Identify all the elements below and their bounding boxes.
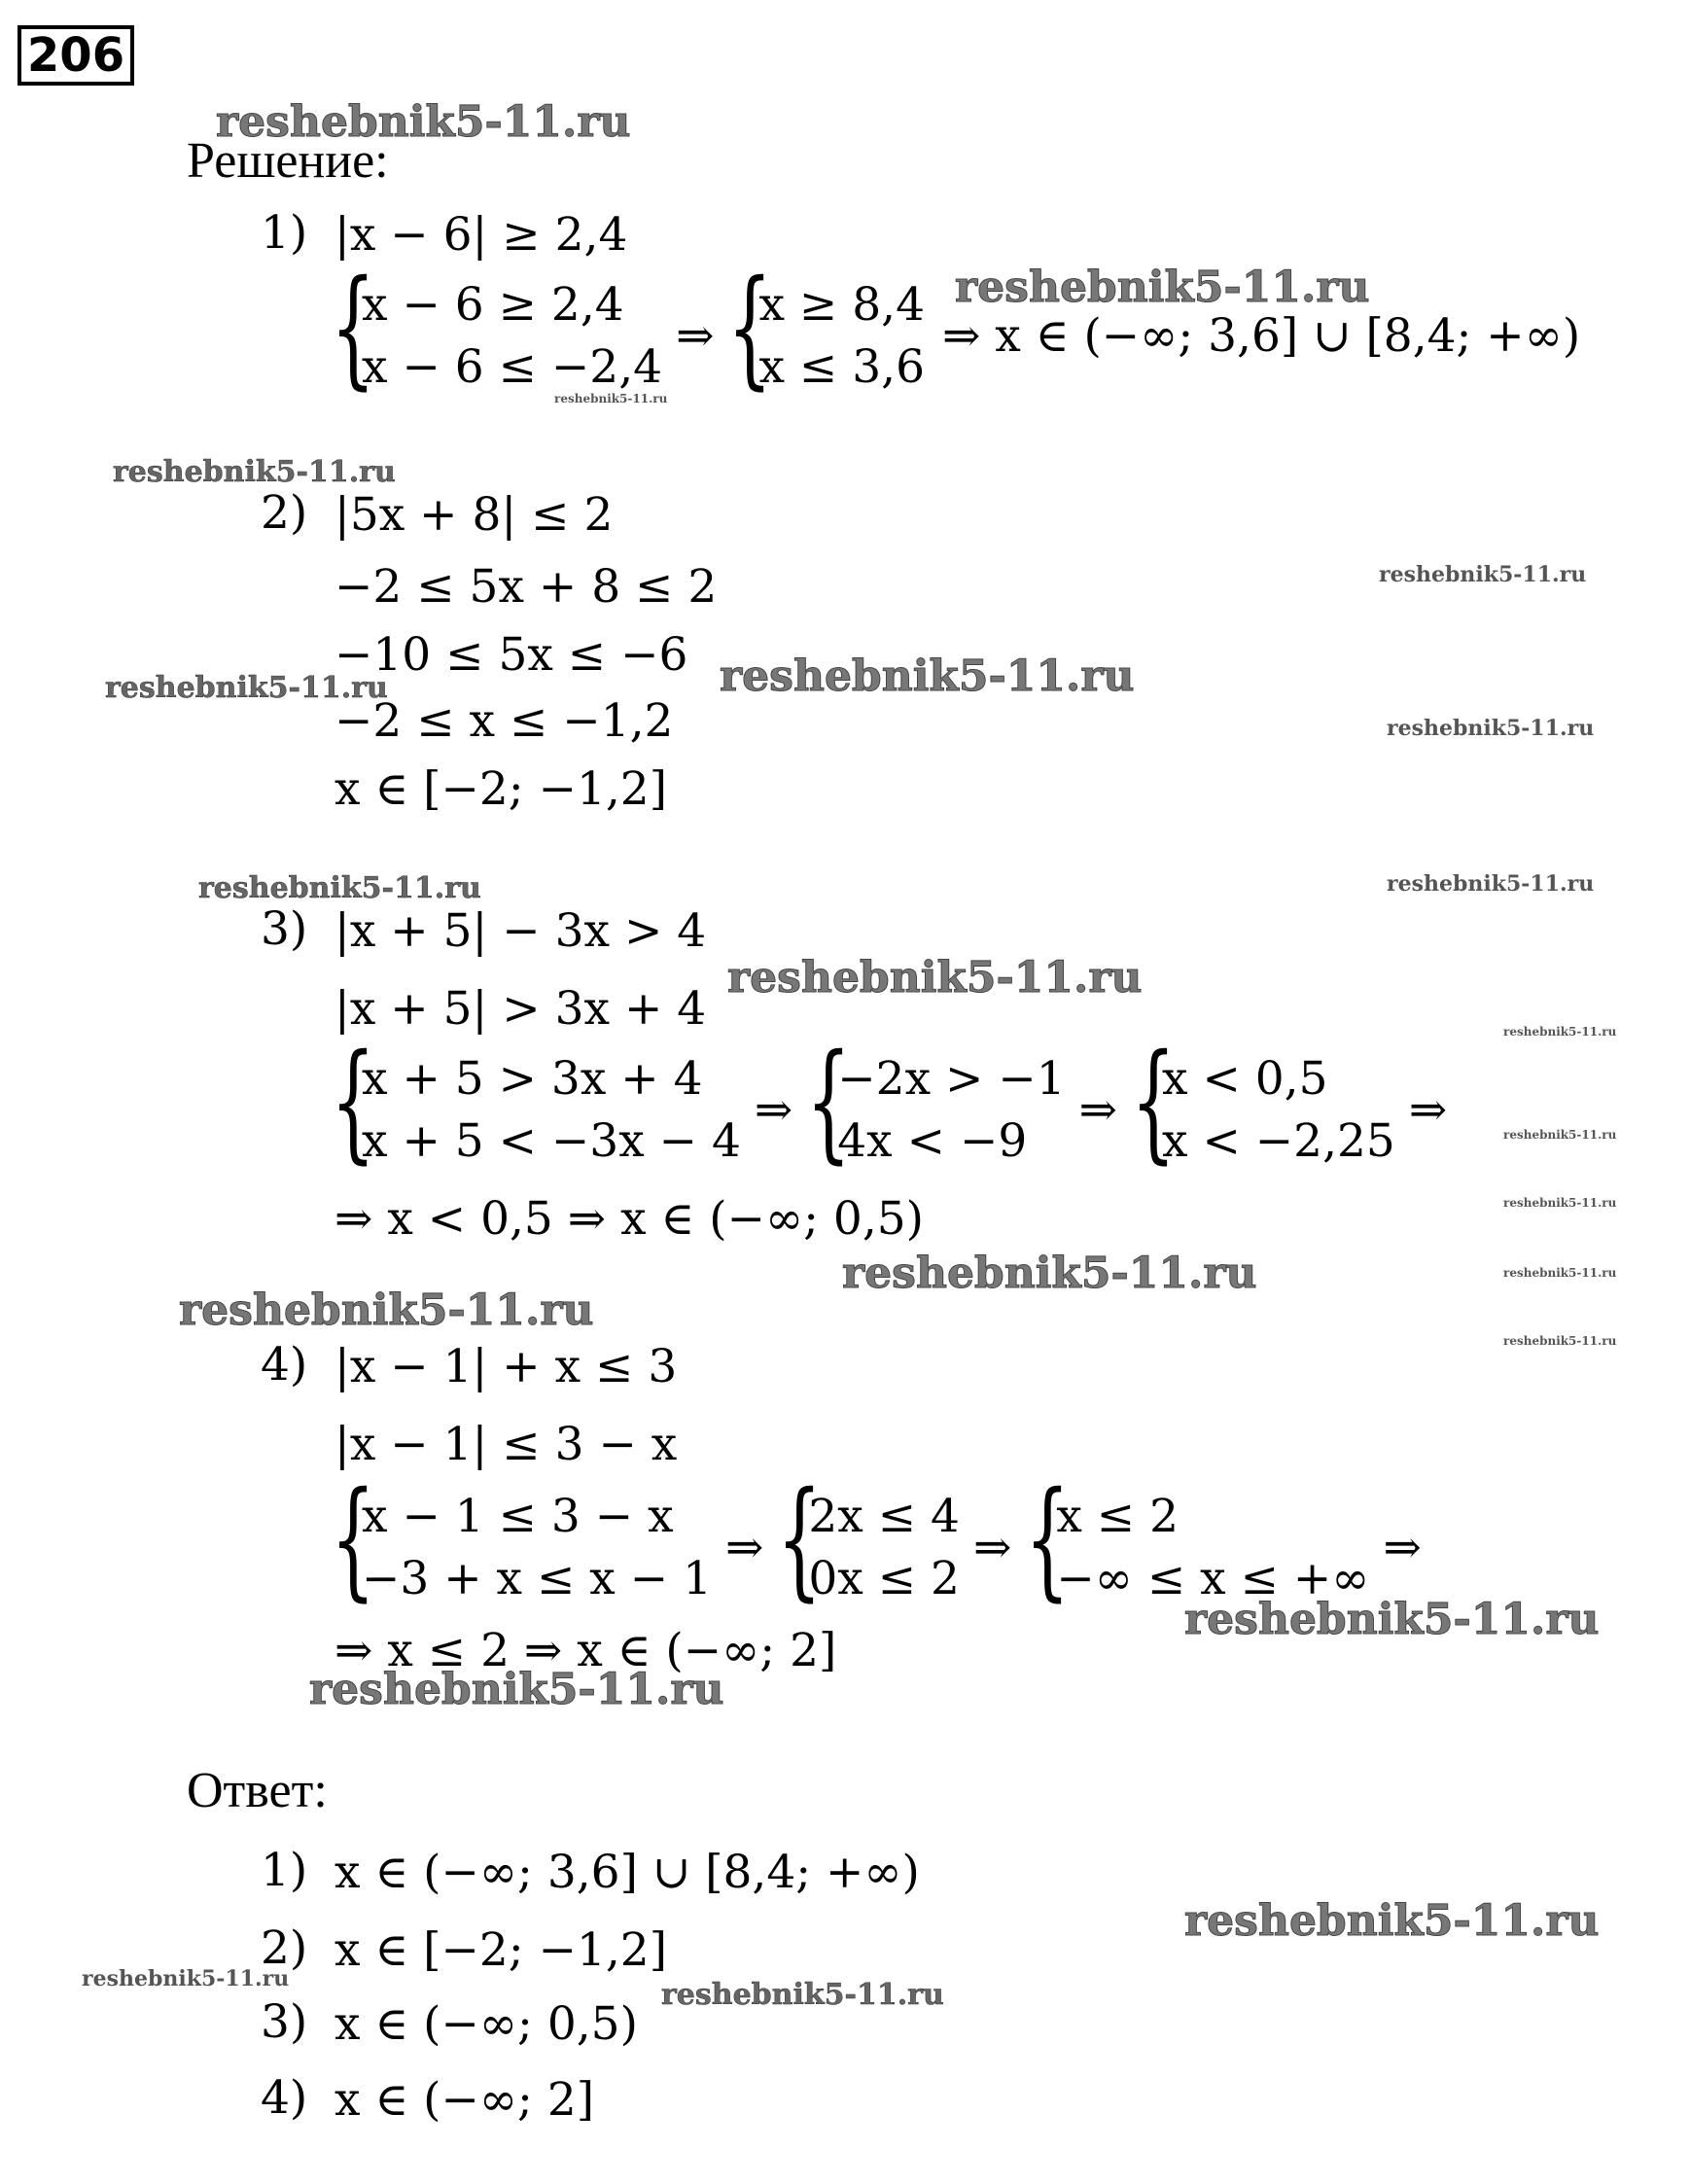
brace-icon: { — [331, 1464, 376, 1614]
answer-heading: Ответ: — [187, 1763, 328, 1818]
system-row: 4x < −9 — [837, 1114, 1028, 1168]
answer-4-label: 4) — [261, 2071, 308, 2125]
answer-2-label: 2) — [261, 1921, 308, 1975]
brace-icon: { — [331, 1027, 376, 1177]
part-4-line-2: |x − 1| ≤ 3 − x — [334, 1418, 678, 1471]
answer-4-value: x ∈ (−∞; 2] — [334, 2073, 595, 2127]
watermark: reshebnik5-11.ru — [1387, 716, 1595, 741]
part-2-label: 2) — [261, 486, 308, 540]
problem-number: 206 — [18, 25, 134, 86]
brace-icon: { — [331, 253, 376, 403]
system-row: 0x ≤ 2 — [808, 1552, 960, 1605]
system-row: x − 6 ≤ −2,4 — [362, 340, 663, 394]
watermark: reshebnik5-11.ru — [309, 1665, 724, 1714]
part-1-system-b — [727, 253, 925, 403]
implies-arrow: ⇒ — [1408, 1083, 1448, 1137]
system-row: −∞ ≤ x ≤ +∞ — [1056, 1552, 1370, 1605]
solution-heading: Решение: — [187, 133, 389, 189]
part-2-line-1: |5x + 8| ≤ 2 — [334, 488, 614, 542]
part-1-line-1: |x − 6| ≥ 2,4 — [334, 208, 628, 262]
watermark: reshebnik5-11.ru — [661, 1978, 944, 2012]
watermark: reshebnik5-11.ru — [1503, 1266, 1617, 1280]
watermark: reshebnik5-11.ru — [179, 1286, 594, 1335]
system-row: x − 1 ≤ 3 − x — [362, 1490, 674, 1543]
brace-icon: { — [806, 1027, 852, 1177]
part-2-line-3: −10 ≤ 5x ≤ −6 — [334, 628, 688, 682]
brace-icon: { — [727, 253, 773, 403]
brace-icon: { — [1025, 1464, 1071, 1614]
watermark: reshebnik5-11.ru — [1184, 1896, 1600, 1946]
watermark: reshebnik5-11.ru — [82, 1966, 290, 1991]
part-4-system-b — [777, 1464, 960, 1614]
part-1-system-a — [331, 253, 663, 403]
part-3-conclusion: ⇒ x < 0,5 ⇒ x ∈ (−∞; 0,5) — [334, 1192, 924, 1246]
answer-1-value: x ∈ (−∞; 3,6] ∪ [8,4; +∞) — [334, 1846, 920, 1899]
part-3-label: 3) — [261, 902, 308, 956]
implies-arrow: ⇒ — [1078, 1083, 1118, 1137]
implies-arrow: ⇒ — [754, 1083, 793, 1137]
implies-arrow: ⇒ — [1383, 1521, 1422, 1574]
part-3-system-a — [331, 1027, 741, 1177]
answer-1-label: 1) — [261, 1844, 308, 1897]
system-row: −3 + x ≤ x − 1 — [362, 1552, 712, 1605]
system-row: x ≤ 3,6 — [758, 340, 925, 394]
brace-icon: { — [777, 1464, 823, 1614]
watermark: reshebnik5-11.ru — [1503, 1196, 1617, 1210]
answer-3-value: x ∈ (−∞; 0,5) — [334, 1997, 638, 2051]
part-4-system-a — [331, 1464, 712, 1614]
watermark: reshebnik5-11.ru — [216, 97, 631, 147]
part-3-derivation — [331, 1027, 1461, 1177]
part-4-derivation — [331, 1464, 1435, 1614]
answer-3-label: 3) — [261, 1995, 308, 2049]
implies-arrow: ⇒ — [972, 1521, 1012, 1574]
part-4-conclusion: ⇒ x ≤ 2 ⇒ x ∈ (−∞; 2] — [334, 1624, 837, 1677]
watermark: reshebnik5-11.ru — [842, 1249, 1257, 1298]
watermark: reshebnik5-11.ru — [1503, 1025, 1617, 1039]
part-2-line-2: −2 ≤ 5x + 8 ≤ 2 — [334, 560, 718, 614]
watermark: reshebnik5-11.ru — [113, 455, 396, 489]
watermark: reshebnik5-11.ru — [720, 652, 1135, 701]
watermark: reshebnik5-11.ru — [1387, 871, 1595, 897]
watermark: reshebnik5-11.ru — [955, 263, 1370, 312]
watermark: reshebnik5-11.ru — [1503, 1128, 1617, 1142]
part-3-line-2: |x + 5| > 3x + 4 — [334, 982, 707, 1036]
watermark: reshebnik5-11.ru — [1379, 562, 1587, 587]
part-3-line-1: |x + 5| − 3x > 4 — [334, 904, 707, 958]
part-1-label: 1) — [261, 206, 308, 260]
watermark: reshebnik5-11.ru — [1503, 1334, 1617, 1348]
part-1-conclusion: ⇒ x ∈ (−∞; 3,6] ∪ [8,4; +∞) — [941, 309, 1581, 363]
part-4-label: 4) — [261, 1338, 308, 1391]
part-4-system-c — [1025, 1464, 1370, 1614]
part-2-line-4: −2 ≤ x ≤ −1,2 — [334, 694, 674, 748]
system-row: x + 5 < −3x − 4 — [362, 1114, 741, 1168]
answer-2-value: x ∈ [−2; −1,2] — [334, 1923, 668, 1977]
part-2-line-5: x ∈ [−2; −1,2] — [334, 762, 668, 816]
system-row: x < 0,5 — [1162, 1052, 1328, 1106]
system-row: x ≤ 2 — [1056, 1490, 1179, 1543]
system-row: 2x ≤ 4 — [808, 1490, 960, 1543]
part-4-line-1: |x − 1| + x ≤ 3 — [334, 1340, 678, 1393]
system-row: x < −2,25 — [1162, 1114, 1395, 1168]
watermark: reshebnik5-11.ru — [198, 871, 481, 905]
part-3-system-c — [1131, 1027, 1395, 1177]
system-row: x ≥ 8,4 — [758, 278, 925, 332]
system-row: −2x > −1 — [837, 1052, 1066, 1106]
part-3-system-b — [806, 1027, 1066, 1177]
system-row: x + 5 > 3x + 4 — [362, 1052, 703, 1106]
system-row: x − 6 ≥ 2,4 — [362, 278, 624, 332]
brace-icon: { — [1131, 1027, 1177, 1177]
watermark: reshebnik5-11.ru — [554, 392, 668, 405]
implies-arrow: ⇒ — [724, 1521, 764, 1574]
watermark: reshebnik5-11.ru — [1184, 1595, 1600, 1644]
implies-arrow: ⇒ — [676, 309, 715, 363]
watermark: reshebnik5-11.ru — [105, 671, 388, 705]
watermark: reshebnik5-11.ru — [727, 953, 1143, 1003]
